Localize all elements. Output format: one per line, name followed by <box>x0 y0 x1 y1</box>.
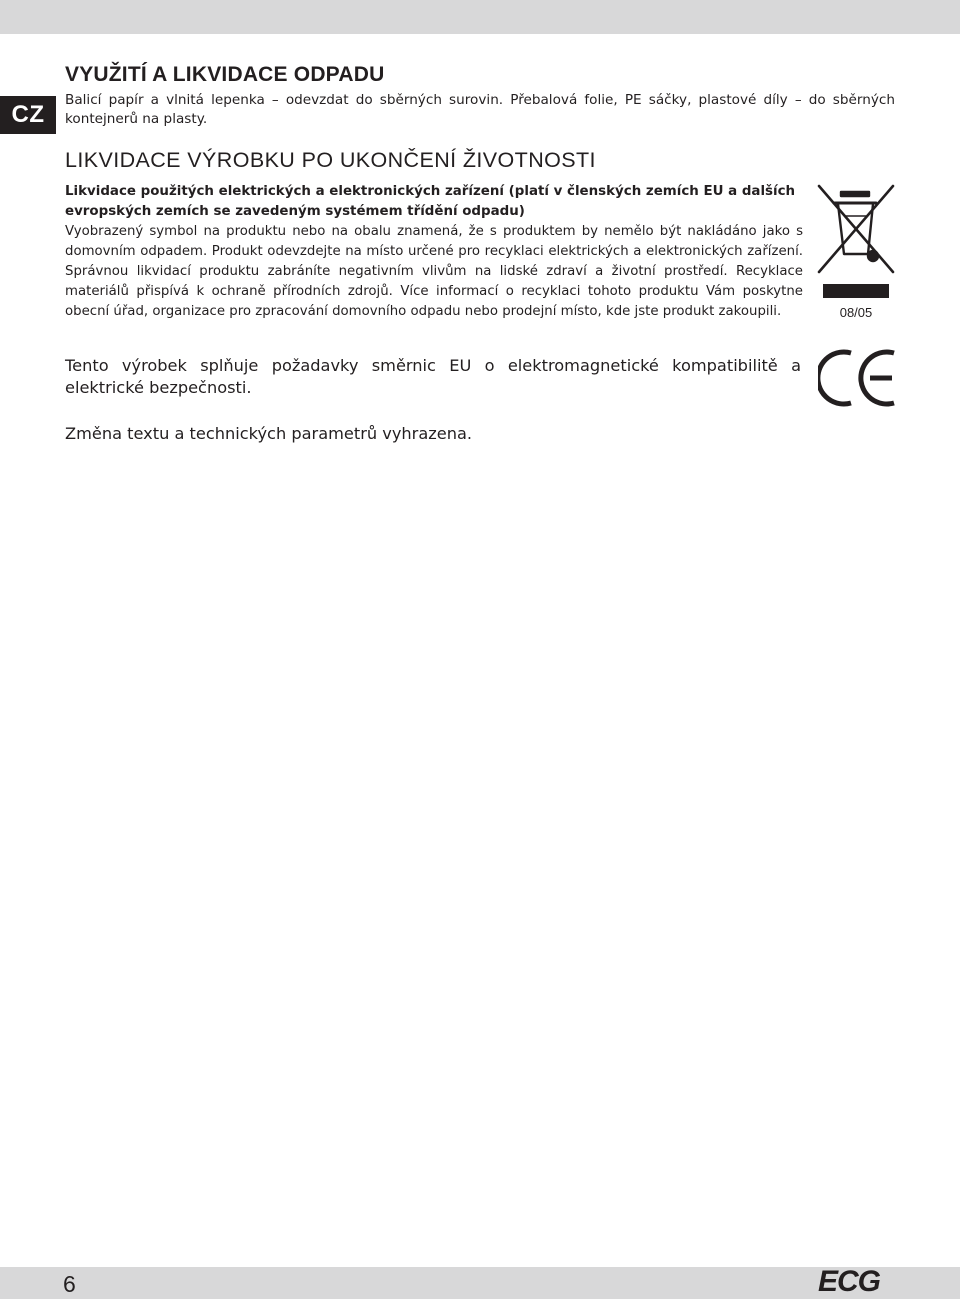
disposal-heading: LIKVIDACE VÝROBKU PO UKONČENÍ ŽIVOTNOSTI <box>65 148 596 172</box>
packaging-text: Balicí papír a vlnitá lepenka – odevzdat do sběrných surovin. Přebalová folie, PE sáčky, plastové díly – do sběrných kontejnerů na plasty. <box>65 92 895 127</box>
brand-logo: ECG <box>818 1265 881 1298</box>
compliance-text: Tento výrobek splňuje požadavky směrnic EU o elektromagnetické kompatibilitě a elektrické bezpečnosti. <box>65 356 801 397</box>
crossed-out-wheelie-bin-icon <box>815 182 897 284</box>
disposal-section <box>65 182 803 322</box>
disposal-text: Vyobrazený symbol na produktu nebo na obalu znamená, že s produktem by nemělo být nakládáno jako s domovním odpadem. Produkt odevzdejte na místo určené pro recyklaci elektrických a elektronických zařízení. Správnou likvidací produktu zabráníte negativním vlivům na lidské zdraví a životní prostředí. Recyklace materiálů přispívá k ochraně přírodních zdrojů. Více informací o recyklaci tohoto produktu Vám poskytne obecní úřad, organizace pro zpracování domovního odpadu nebo prodejní místo, kde jste produkt zakoupili. <box>65 224 803 319</box>
packaging-heading: VYUŽITÍ A LIKVIDACE ODPADU <box>65 63 385 86</box>
weee-marking-bar <box>823 284 889 298</box>
top-band <box>0 0 960 34</box>
weee-date: 08/05 <box>839 305 873 320</box>
language-tab: CZ <box>0 96 56 134</box>
page-number: 6 <box>63 1271 76 1297</box>
bottom-band <box>0 1267 960 1299</box>
ce-mark-icon <box>818 348 898 408</box>
disposal-subheading: Likvidace použitých elektrických a elektronických zařízení (platí v členských zemích EU a dalších evropských zemích se zavedeným systémem třídění odpadu) <box>65 184 796 219</box>
disclaimer-text: Změna textu a technických parametrů vyhrazena. <box>65 424 473 443</box>
